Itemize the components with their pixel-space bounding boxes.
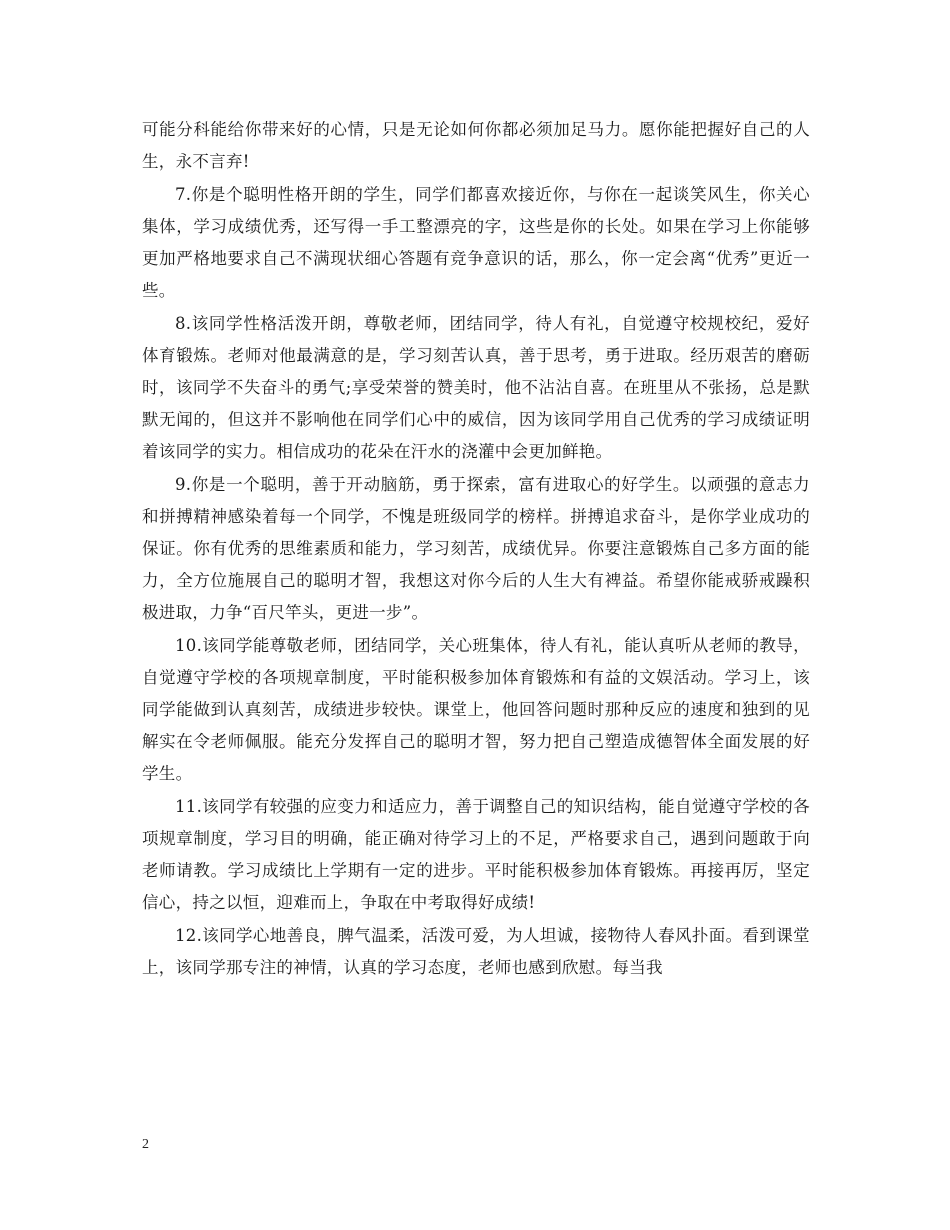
paragraph-item-8: 8.该同学性格活泼开朗，尊敬老师，团结同学，待人有礼，自觉遵守校规校纪，爱好体育锻炼。老师对他最满意的是，学习刻苦认真，善于思考，勇于进取。经历艰苦的磨砺时，该同学不失奋斗的勇气;享受荣誉的赞美时，他不沾沾自喜。在班里从不张扬，总是默默无闻的，但这并不影响他在同学们心中的威信，因为该同学用自己优秀的学习成绩证明着该同学的实力。相信成功的花朵在汗水的浇灌中会更加鲜艳。: [142, 314, 810, 461]
paragraph-item-9: 9.你是一个聪明，善于开动脑筋，勇于探索，富有进取心的好学生。以顽强的意志力和拼搏精神感染着每一个同学，不愧是班级同学的榜样。拼搏追求奋斗，是你学业成功的保证。你有优秀的思维素质和能力，学习刻苦，成绩优异。你要注意锻炼自己多方面的能力，全方位施展自己的聪明才智，我想这对你今后的人生大有裨益。希望你能戒骄戒躁积极进取，力争“百尺竿头，更进一步”。: [142, 475, 810, 622]
page-number: 2: [142, 1137, 149, 1152]
paragraph-item-11: 11.该同学有较强的应变力和适应力，善于调整自己的知识结构，能自觉遵守学校的各项规章制度，学习目的明确，能正确对待学习上的不足，严格要求自己，遇到问题敢于向老师请教。学习成绩比上学期有一定的进步。平时能积极参加体育锻炼。再接再厉，坚定信心，持之以恒，迎难而上，争取在中考取得好成绩!: [142, 797, 810, 912]
paragraph-item-7: 7.你是个聪明性格开朗的学生，同学们都喜欢接近你，与你在一起谈笑风生，你关心集体，学习成绩优秀，还写得一手工整漂亮的字，这些是你的长处。如果在学习上你能够更加严格地要求自己不满现状细心答题有竞争意识的话，那么，你一定会离“优秀”更近一些。: [142, 185, 810, 300]
document-body: [142, 114, 810, 984]
paragraph-item-10: 10.该同学能尊敬老师，团结同学，关心班集体，待人有礼，能认真听从老师的教导，自觉遵守学校的各项规章制度，平时能积极参加体育锻炼和有益的文娱活动。学习上，该同学能做到认真刻苦，成绩进步较快。课堂上，他回答问题时那种反应的速度和独到的见解实在令老师佩服。能充分发挥自己的聪明才智，努力把自己塑造成德智体全面发展的好学生。: [142, 636, 810, 783]
paragraph-item-12: 12.该同学心地善良，脾气温柔，活泼可爱，为人坦诚，接物待人春风扑面。看到课堂上，该同学那专注的神情，认真的学习态度，老师也感到欣慰。每当我: [142, 926, 810, 977]
paragraph-continuation: 可能分科能给你带来好的心情，只是无论如何你都必须加足马力。愿你能把握好自己的人生，永不言弃!: [142, 120, 810, 171]
